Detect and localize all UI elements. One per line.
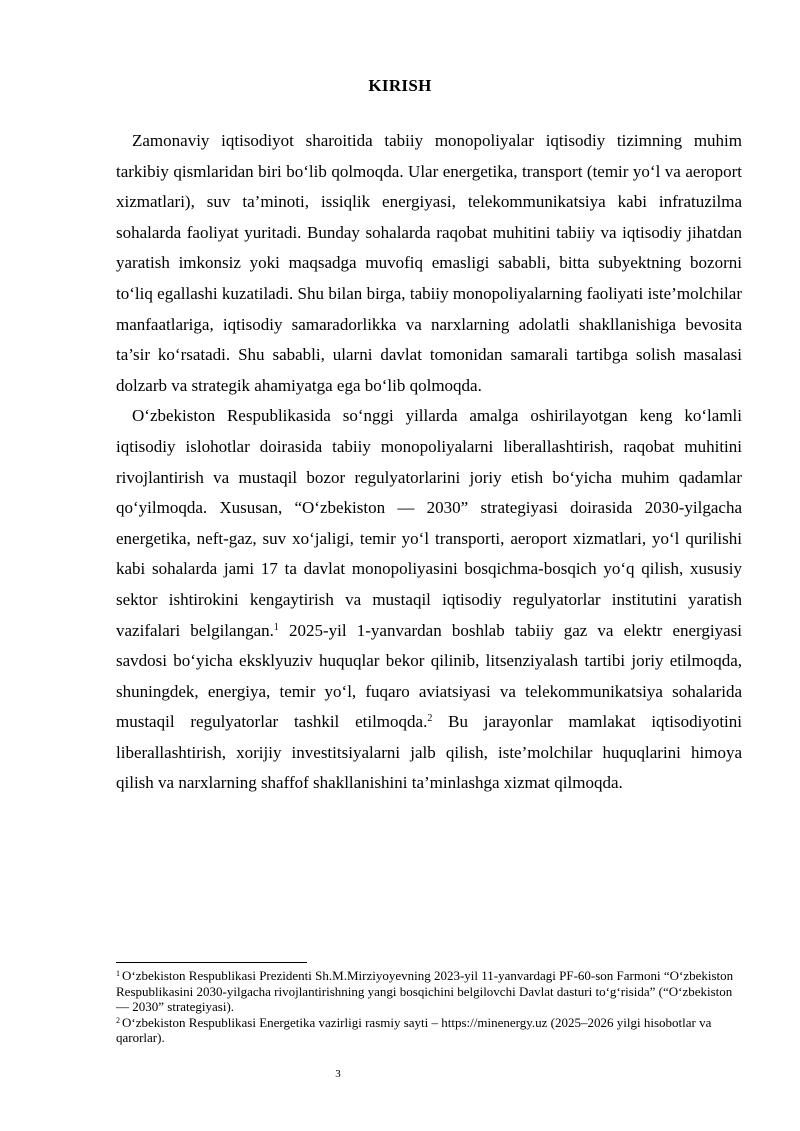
paragraph-reforms-part1: O‘zbekiston Respublikasida so‘nggi yillarda amalga oshirilayotgan keng ko‘lamli iqtisodiy islohotlar doirasida tabiiy monopoliyalarni liberallashtirish, raqobat muhitini rivojlantirish va mustaqil bozor regulyatorlarini joriy etish bo‘yicha muhim qadamlar qo‘yilmoqda. Xususan, “O‘zbekiston — 2030” strategiyasi doirasida 2030-yilgacha energetika, neft-gaz, suv xo‘jaligi, temir yo‘l transporti, aeroport xizmatlari, yo‘l qurilishi kabi sohalarda jami 17 ta davlat monopoliyasini bosqichma-bosqich yo‘q qilish, xususiy sektor ishtirokini kengaytirish va mustaqil iqtisodiy regulyatorlar institutini yaratish vazifalari belgilangan. (116, 406, 742, 640)
paragraph-intro: Zamonaviy iqtisodiyot sharoitida tabiiy monopoliyalar iqtisodiy tizimning muhim tarkibiy qismlaridan biri bo‘lib qolmoqda. Ular energetika, transport (temir yo‘l va aeroport xizmatlari), suv ta’minoti, issiqlik energiyasi, telekommunikatsiya kabi infratuzilma sohalarda faoliyat yuritadi. Bunday sohalarda raqobat muhitini tabiiy va iqtisodiy jihatdan yaratish imkonsiz yoki maqsadga muvofiq emasligi sababli, bitta subyektning bozorni to‘liq egallashi kuzatiladi. Shu bilan birga, tabiiy monopoliyalarning faoliyati iste’molchilar manfaatlariga, iqtisodiy samaradorlikka va narxlarning adolatli shakllanishiga bevosita ta’sir ko‘rsatadi. Shu sababli, ularni davlat tomonidan samarali tartibga solish masalasi dolzarb va strategik ahamiyatga ega bo‘lib qolmoqda. (116, 131, 742, 395)
paragraph-reforms-part2: 2025-yil 1-yanvardan boshlab tabiiy gaz va elektr energiyasi savdosi bo‘yicha eksklyuziv huquqlar bekor qilinib, litsenziyalash tartibi joriy etilmoqda, shuningdek, energiya, temir yo‘l, fuqaro aviatsiyasi va telekommunikatsiya sohalarida mustaqil regulyatorlar tashkil etilmoqda. (116, 620, 742, 732)
paragraph-reforms (116, 401, 742, 799)
footnote-1 (116, 968, 742, 1015)
footnote-2 (116, 1015, 742, 1046)
paragraph-reforms-part3: Bu jarayonlar mamlakat iqtisodiyotini liberallashtirish, xorijiy investitsiyalarni jalb qilish, iste’molchilar huquqlarini himoya qilish va narxlarning shaffof shakllanishini ta’minlashga xizmat qilmoqda. (116, 712, 742, 793)
footnote-1-text: O‘zbekiston Respublikasi Prezidenti Sh.M.Mirziyoyevning 2023-yil 11-yanvardagi PF-60-son Farmoni “O‘zbekiston Respublikasini 2030-yilgacha rivojlantirishning yangi bosqichini belgilovchi Davlat dasturi to‘g‘risida” (“O‘zbekiston — 2030” strategiyasi). (116, 968, 734, 1014)
section-title: KIRISH (368, 76, 432, 95)
footnote-2-text: O‘zbekiston Respublikasi Energetika vazirligi rasmiy sayti – https://minenergy.uz (2025–2026 yilgi hisobotlar va qarorlar). (116, 1014, 712, 1045)
page-number: 3 (335, 1068, 341, 1080)
footnotes (116, 968, 742, 1046)
footnote-2-number: 2 (116, 1015, 120, 1025)
footnote-1-number: 1 (116, 969, 120, 978)
footnote-ref-1[interactable]: 1 (273, 621, 279, 633)
footnote-ref-2[interactable]: 2 (427, 713, 433, 725)
footnote-separator (116, 962, 307, 963)
body-text (116, 126, 742, 799)
